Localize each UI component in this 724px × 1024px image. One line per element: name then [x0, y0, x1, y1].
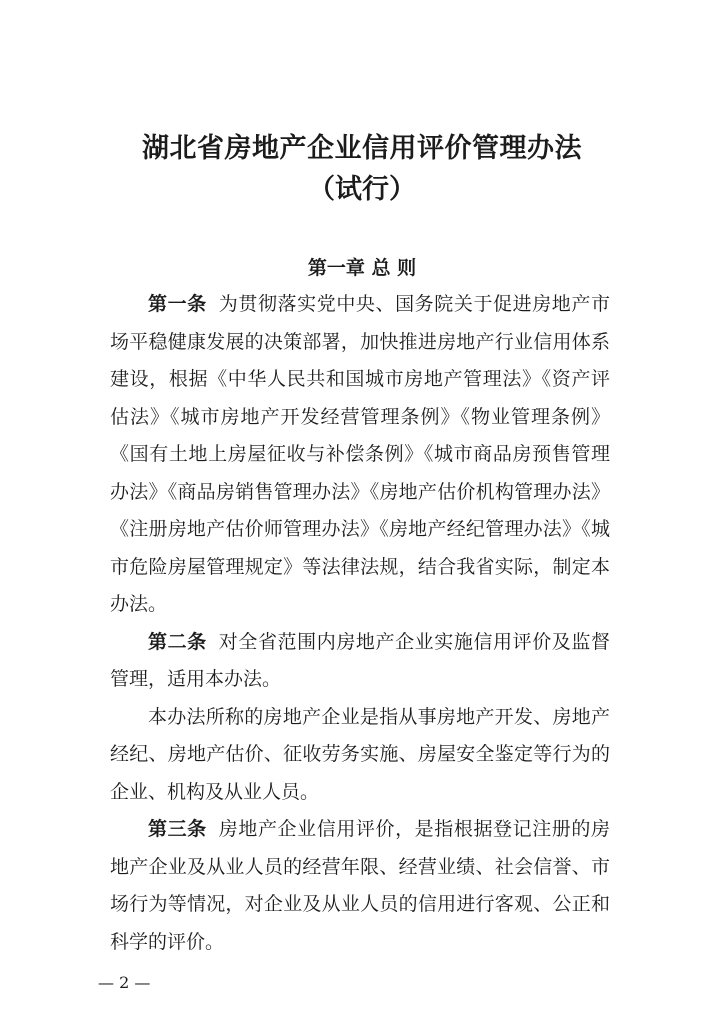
page-number: — 2 —: [98, 973, 151, 992]
article-paragraph: [110, 286, 610, 624]
document-subtitle: （试行）: [308, 174, 416, 205]
article-text: 房地产企业信用评价，是指根据登记注册的房地产企业及从业人员的经营年限、经营业绩、社会信誉、市场行为等情况，对企业及从业人员的信用进行客观、公正和科学的评价。: [110, 818, 610, 953]
article-label: 第二条: [148, 630, 207, 653]
article-label: 第一条: [148, 293, 207, 315]
article-label: 第三条: [148, 818, 207, 840]
article-paragraph: [110, 811, 610, 961]
document-title: 湖北省房地产企业信用评价管理办法: [142, 133, 582, 164]
article-paragraph: [110, 624, 610, 699]
article-text: 对全省范围内房地产企业实施信用评价及监督管理，适用本办法。: [110, 630, 610, 690]
chapter-heading: 第一章 总 则: [307, 257, 417, 279]
article-paragraph: [110, 699, 610, 812]
article-text: 本办法所称的房地产企业是指从事房地产开发、房地产经纪、房地产估价、征收劳务实施、房屋安全鉴定等行为的企业、机构及从业人员。: [110, 705, 610, 803]
document-body: [110, 286, 610, 961]
article-text: 为贯彻落实党中央、国务院关于促进房地产市场平稳健康发展的决策部署，加快推进房地产行业信用体系建设，根据《中华人民共和国城市房地产管理法》《资产评估法》《城市房地产开发经营管理条例》《物业管理条例》《国有土地上房屋征收与补偿条例》《城市商品房预售管理办法》《商品房销售管理办法》《房地产估价机构管理办法》《注册房地产估价师管理办法》《房地产经纪管理办法》《城市危险房屋管理规定》等法律法规，结合我省实际，制定本办法。: [110, 293, 610, 615]
